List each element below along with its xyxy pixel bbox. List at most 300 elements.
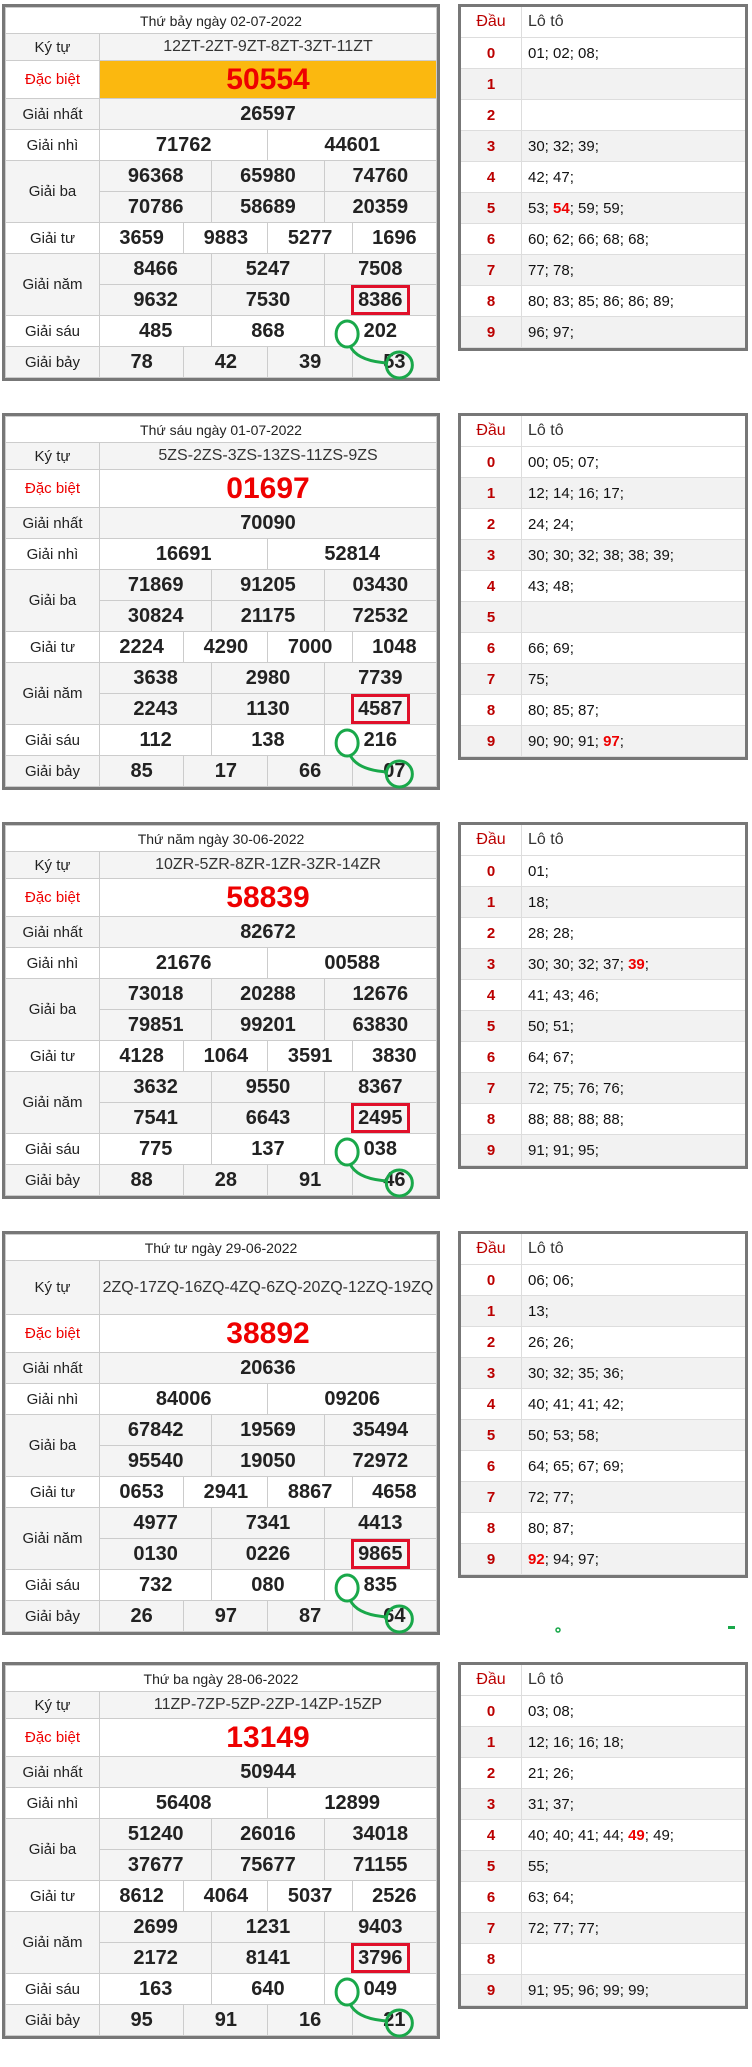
fourth-prize-number	[268, 1041, 352, 1072]
loto-table	[458, 413, 748, 760]
loto-values	[522, 317, 746, 348]
number-text: 4128	[119, 1044, 164, 1067]
loto-values	[522, 509, 746, 540]
loto-values	[522, 1851, 746, 1882]
number-text: 99201	[240, 1013, 296, 1036]
seventh-prize-number	[100, 347, 184, 378]
loto-row	[461, 571, 745, 602]
loto-row	[461, 1296, 745, 1327]
loto-row	[461, 540, 745, 571]
loto-text: 03; 08;	[528, 1702, 574, 1720]
number-text: 35494	[352, 1418, 409, 1441]
prize-label: Giải bảy	[6, 2005, 100, 2036]
loto-highlight: 39	[628, 955, 645, 973]
loto-text: 01; 02; 08;	[528, 44, 599, 62]
loto-row	[461, 1696, 745, 1727]
prize-label: Giải năm	[6, 1912, 100, 1974]
seventh-prize-number	[352, 756, 436, 787]
number-text: 91205	[240, 573, 296, 596]
loto-row	[461, 664, 745, 695]
number-text: 21175	[240, 604, 296, 627]
fourth-prize-number	[268, 223, 352, 254]
dau-digit: 6	[461, 633, 522, 664]
second-prize-number	[100, 1788, 268, 1819]
draw-title: Thứ bảy ngày 02-07-2022	[6, 8, 437, 34]
seventh-prize-number	[352, 2005, 436, 2036]
prize-label: Đặc biệt	[6, 470, 100, 508]
number-text: 038	[363, 1137, 397, 1160]
number-text: 37677	[127, 1853, 184, 1876]
dau-digit: 7	[461, 664, 522, 695]
number-text: 835	[363, 1573, 397, 1596]
number-text: 79851	[127, 1013, 184, 1036]
fifth-prize-number	[212, 1539, 324, 1570]
number-text: 2699	[133, 1915, 178, 1938]
prize-label: Giải bảy	[6, 1601, 100, 1632]
highlighted-number-box: 4587	[351, 694, 410, 724]
loto-header: Lô tô	[522, 1665, 746, 1696]
loto-text: 21; 26;	[528, 1764, 574, 1782]
loto-text: 55;	[528, 1857, 549, 1875]
number-text: 26597	[240, 102, 296, 125]
number-text: 01697	[226, 471, 310, 505]
highlighted-number-box: 8386	[351, 285, 410, 315]
dau-digit: 3	[461, 949, 522, 980]
loto-row	[461, 286, 745, 317]
loto-values	[522, 1073, 746, 1104]
number-text: 44601	[324, 133, 381, 156]
fifth-prize-number	[324, 1508, 436, 1539]
prize-label: Giải bảy	[6, 756, 100, 787]
loto-text: 75;	[528, 670, 549, 688]
sixth-prize-number	[324, 1134, 436, 1165]
third-prize-number	[324, 1819, 436, 1850]
sixth-prize-number	[212, 316, 324, 347]
fourth-prize-number	[352, 632, 436, 663]
first-prize-number	[100, 917, 437, 948]
loto-text-tail: ; 94; 97;	[544, 1550, 599, 1568]
number-text: 4413	[358, 1511, 403, 1534]
prize-label: Giải tư	[6, 1477, 100, 1508]
loto-text: 72; 77;	[528, 1488, 574, 1506]
loto-row	[461, 1975, 745, 2006]
third-prize-number	[324, 192, 436, 223]
number-text: 39	[298, 350, 322, 373]
loto-values	[522, 726, 746, 757]
number-text: 28	[214, 1168, 237, 1191]
fourth-prize-number	[184, 1881, 268, 1912]
loto-values	[522, 1789, 746, 1820]
prize-label: Giải sáu	[6, 725, 100, 756]
number-text: 16	[298, 2008, 322, 2031]
dau-digit: 0	[461, 856, 522, 887]
third-prize-number	[324, 1850, 436, 1881]
dau-digit: 1	[461, 887, 522, 918]
loto-row	[461, 478, 745, 509]
prize-label: Giải nhất	[6, 917, 100, 948]
special-prize-number	[100, 470, 437, 508]
loto-values	[522, 695, 746, 726]
loto-values	[522, 1135, 746, 1166]
loto-row	[461, 602, 745, 633]
fourth-prize-number	[184, 1477, 268, 1508]
loto-text: 30; 32; 39;	[528, 137, 599, 155]
sixth-prize-number	[212, 725, 324, 756]
number-text: 2224	[119, 635, 164, 658]
number-text: 5037	[287, 1884, 333, 1907]
dau-digit: 9	[461, 317, 522, 348]
number-text: 17	[214, 759, 237, 782]
number-text: 3830	[372, 1044, 417, 1067]
loto-table	[458, 1662, 748, 2009]
prize-label: Ký tự	[6, 1692, 100, 1719]
number-text: 07	[383, 759, 406, 782]
fifth-prize-number	[324, 663, 436, 694]
ky-tu-code	[100, 1692, 437, 1719]
loto-text: 31; 37;	[528, 1795, 574, 1813]
number-text: 21676	[155, 951, 212, 974]
prize-label: Giải nhất	[6, 99, 100, 130]
loto-row	[461, 1073, 745, 1104]
dau-digit: 5	[461, 1851, 522, 1882]
number-text: 50944	[240, 1760, 296, 1783]
number-text: 7000	[287, 635, 333, 658]
fifth-prize-number	[100, 1912, 212, 1943]
loto-text: 30; 32; 35; 36;	[528, 1364, 624, 1382]
fifth-prize-number	[324, 1943, 436, 1974]
seventh-prize-number	[184, 1601, 268, 1632]
number-text: 1064	[203, 1044, 249, 1067]
loto-text: 13;	[528, 1302, 549, 1320]
loto-values	[522, 1358, 746, 1389]
loto-values	[522, 286, 746, 317]
number-text: 63830	[352, 1013, 409, 1036]
dau-digit: 8	[461, 1944, 522, 1975]
number-text: 2941	[203, 1480, 249, 1503]
number-text: 9550	[245, 1075, 291, 1098]
prize-label: Đặc biệt	[6, 1719, 100, 1757]
loto-header: Lô tô	[522, 825, 746, 856]
loto-row	[461, 1420, 745, 1451]
number-text: 16691	[155, 542, 212, 565]
prize-label: Giải ba	[6, 570, 100, 632]
seventh-prize-number	[184, 1165, 268, 1196]
sixth-prize-number	[212, 1974, 324, 2005]
third-prize-number	[100, 570, 212, 601]
loto-row	[461, 1544, 745, 1575]
sixth-prize-number	[100, 725, 212, 756]
loto-text: 63; 64;	[528, 1888, 574, 1906]
loto-row	[461, 1513, 745, 1544]
prize-label: Ký tự	[6, 852, 100, 879]
fifth-prize-number	[324, 254, 436, 285]
fifth-prize-number	[212, 1072, 324, 1103]
fifth-prize-number	[100, 1103, 212, 1134]
seventh-prize-number	[352, 1601, 436, 1632]
loto-values	[522, 1727, 746, 1758]
loto-row	[461, 509, 745, 540]
loto-values	[522, 38, 746, 69]
prize-label: Giải ba	[6, 1819, 100, 1881]
dau-digit: 3	[461, 1789, 522, 1820]
loto-row	[461, 1265, 745, 1296]
number-text: 67842	[127, 1418, 184, 1441]
fourth-prize-number	[352, 1881, 436, 1912]
loto-text-tail: ; 49;	[644, 1826, 674, 1844]
dau-digit: 3	[461, 131, 522, 162]
number-text: 1048	[372, 635, 417, 658]
loto-row	[461, 1451, 745, 1482]
dau-digit: 3	[461, 540, 522, 571]
number-text: 09206	[324, 1387, 381, 1410]
loto-values	[522, 1513, 746, 1544]
loto-row	[461, 1135, 745, 1166]
number-text: 9403	[358, 1915, 403, 1938]
loto-row	[461, 1882, 745, 1913]
prize-label: Giải tư	[6, 1041, 100, 1072]
dau-digit: 2	[461, 918, 522, 949]
seventh-prize-number	[100, 756, 184, 787]
loto-row	[461, 1913, 745, 1944]
number-text: 3632	[133, 1075, 178, 1098]
fourth-prize-number	[352, 223, 436, 254]
sixth-prize-number	[100, 1570, 212, 1601]
number-text: 75677	[240, 1853, 296, 1876]
number-text: 52814	[324, 542, 381, 565]
number-text: 64	[383, 1604, 406, 1627]
prize-label: Giải sáu	[6, 1134, 100, 1165]
dau-digit: 8	[461, 695, 522, 726]
dau-digit: 7	[461, 1913, 522, 1944]
highlighted-number-box: 9865	[351, 1539, 410, 1569]
loto-values	[522, 255, 746, 286]
prize-label: Giải nhất	[6, 1353, 100, 1384]
number-text: 50554	[226, 62, 310, 96]
prize-label: Giải nhì	[6, 539, 100, 570]
fourth-prize-number	[100, 1881, 184, 1912]
number-text: 95	[130, 2008, 153, 2031]
number-text: 8466	[133, 257, 178, 280]
number-text: 96368	[127, 164, 184, 187]
third-prize-number	[212, 1819, 324, 1850]
sixth-prize-number	[212, 1134, 324, 1165]
sixth-prize-number	[212, 1570, 324, 1601]
loto-text-tail: ;	[644, 955, 649, 973]
number-text: 20636	[240, 1356, 296, 1379]
loto-text: 53;	[528, 199, 554, 217]
loto-row	[461, 695, 745, 726]
loto-values	[522, 131, 746, 162]
third-prize-number	[212, 601, 324, 632]
draw-title: Thứ năm ngày 30-06-2022	[6, 826, 437, 852]
fourth-prize-number	[100, 223, 184, 254]
dau-digit: 6	[461, 224, 522, 255]
number-text: 8367	[358, 1075, 403, 1098]
loto-text: 06; 06;	[528, 1271, 574, 1289]
loto-text: 88; 88; 88; 88;	[528, 1110, 624, 1128]
fourth-prize-number	[268, 632, 352, 663]
third-prize-number	[324, 1446, 436, 1477]
number-text: 26016	[240, 1822, 296, 1845]
third-prize-number	[324, 979, 436, 1010]
loto-text: 60; 62; 66; 68; 68;	[528, 230, 649, 248]
loto-text: 96; 97;	[528, 323, 574, 341]
dau-digit: 1	[461, 478, 522, 509]
second-prize-number	[100, 1384, 268, 1415]
loto-values	[522, 1389, 746, 1420]
dau-digit: 1	[461, 1296, 522, 1327]
number-text: 53	[383, 350, 406, 373]
loto-values	[522, 1265, 746, 1296]
dau-digit: 2	[461, 1758, 522, 1789]
fourth-prize-number	[100, 632, 184, 663]
loto-values	[522, 664, 746, 695]
dau-digit: 4	[461, 980, 522, 1011]
dau-digit: 2	[461, 509, 522, 540]
number-text: 8612	[119, 1884, 164, 1907]
loto-row	[461, 317, 745, 348]
result-table	[2, 822, 440, 1199]
special-prize-number	[100, 61, 437, 99]
number-text: 3591	[287, 1044, 333, 1067]
loto-values	[522, 949, 746, 980]
number-text: 66	[298, 759, 322, 782]
number-text: 9883	[203, 226, 249, 249]
dau-digit: 7	[461, 255, 522, 286]
number-text: 640	[251, 1977, 285, 2000]
sixth-prize-number	[324, 725, 436, 756]
result-table	[2, 1662, 440, 2039]
prize-label: Giải năm	[6, 1508, 100, 1570]
prize-label: Giải ba	[6, 979, 100, 1041]
prize-label: Giải sáu	[6, 1974, 100, 2005]
loto-row	[461, 1820, 745, 1851]
loto-values	[522, 447, 746, 478]
sixth-prize-number	[100, 1134, 212, 1165]
fifth-prize-number	[324, 694, 436, 725]
dau-digit: 0	[461, 1265, 522, 1296]
prize-label: Giải năm	[6, 663, 100, 725]
number-text: 1130	[246, 697, 290, 720]
first-prize-number	[100, 99, 437, 130]
number-text: 8141	[245, 1946, 291, 1969]
loto-values	[522, 571, 746, 602]
prize-label: Giải nhất	[6, 1757, 100, 1788]
loto-values	[522, 1820, 746, 1851]
second-prize-number	[100, 539, 268, 570]
loto-values	[522, 1451, 746, 1482]
loto-row	[461, 949, 745, 980]
ky-tu-code	[100, 443, 437, 470]
loto-values	[522, 1696, 746, 1727]
prize-label: Ký tự	[6, 34, 100, 61]
fourth-prize-number	[352, 1041, 436, 1072]
loto-text: 18;	[528, 893, 549, 911]
number-text: 4290	[203, 635, 249, 658]
dau-digit: 3	[461, 1358, 522, 1389]
loto-text: 40; 40; 41; 44;	[528, 1826, 629, 1844]
dau-digit: 2	[461, 1327, 522, 1358]
fifth-prize-number	[212, 694, 324, 725]
fourth-prize-number	[268, 1477, 352, 1508]
prize-label: Giải tư	[6, 632, 100, 663]
loto-values	[522, 887, 746, 918]
number-text: 112	[139, 728, 172, 751]
loto-highlight: 49	[628, 1826, 645, 1844]
number-text: 2526	[372, 1884, 417, 1907]
loto-row	[461, 980, 745, 1011]
fifth-prize-number	[100, 254, 212, 285]
number-text: 7541	[133, 1106, 178, 1129]
number-text: 732	[138, 1573, 173, 1596]
number-text: 70786	[127, 195, 184, 218]
number-text: 42	[214, 350, 237, 373]
loto-values	[522, 602, 746, 633]
loto-values	[522, 69, 746, 100]
dau-header: Đầu	[461, 416, 522, 447]
sixth-prize-number	[100, 1974, 212, 2005]
loto-values	[522, 478, 746, 509]
ky-tu-code	[100, 34, 437, 61]
loto-values	[522, 980, 746, 1011]
seventh-prize-number	[100, 1165, 184, 1196]
fifth-prize-number	[324, 1103, 436, 1134]
fourth-prize-number	[184, 632, 268, 663]
loto-row	[461, 224, 745, 255]
prize-label: Giải tư	[6, 223, 100, 254]
third-prize-number	[100, 1415, 212, 1446]
highlighted-number-box: 2495	[351, 1103, 410, 1133]
fifth-prize-number	[324, 1539, 436, 1570]
number-text: 88	[130, 1168, 153, 1191]
dau-digit: 2	[461, 100, 522, 131]
loto-text: 80; 87;	[528, 1519, 574, 1537]
sixth-prize-number	[100, 316, 212, 347]
number-text: 4977	[133, 1511, 178, 1534]
number-text: 216	[363, 728, 397, 751]
prize-label: Ký tự	[6, 443, 100, 470]
seventh-prize-number	[268, 2005, 352, 2036]
dau-digit: 5	[461, 193, 522, 224]
seventh-prize-number	[100, 2005, 184, 2036]
seventh-prize-number	[100, 1601, 184, 1632]
ky-tu-code	[100, 1261, 437, 1315]
loto-values	[522, 540, 746, 571]
first-prize-number	[100, 508, 437, 539]
loto-text: 41; 43; 46;	[528, 986, 599, 1004]
loto-row	[461, 1011, 745, 1042]
loto-values	[522, 1327, 746, 1358]
loto-text: 24; 24;	[528, 515, 574, 533]
loto-values	[522, 1944, 746, 1975]
seventh-prize-number	[268, 1165, 352, 1196]
dau-digit: 9	[461, 1975, 522, 2006]
loto-row	[461, 1727, 745, 1758]
number-text: 95540	[127, 1449, 184, 1472]
second-prize-number	[100, 130, 268, 161]
result-table	[2, 1231, 440, 1635]
prize-label: Giải nhì	[6, 130, 100, 161]
dau-digit: 9	[461, 1135, 522, 1166]
highlighted-number-box: 3796	[351, 1943, 410, 1973]
dau-digit: 6	[461, 1451, 522, 1482]
loto-highlight: 92	[528, 1550, 545, 1568]
prize-label: Giải năm	[6, 1072, 100, 1134]
loto-text: 72; 75; 76; 76;	[528, 1079, 624, 1097]
number-text: 9632	[133, 288, 178, 311]
number-text: 485	[138, 319, 173, 342]
loto-highlight: 97	[603, 732, 620, 750]
